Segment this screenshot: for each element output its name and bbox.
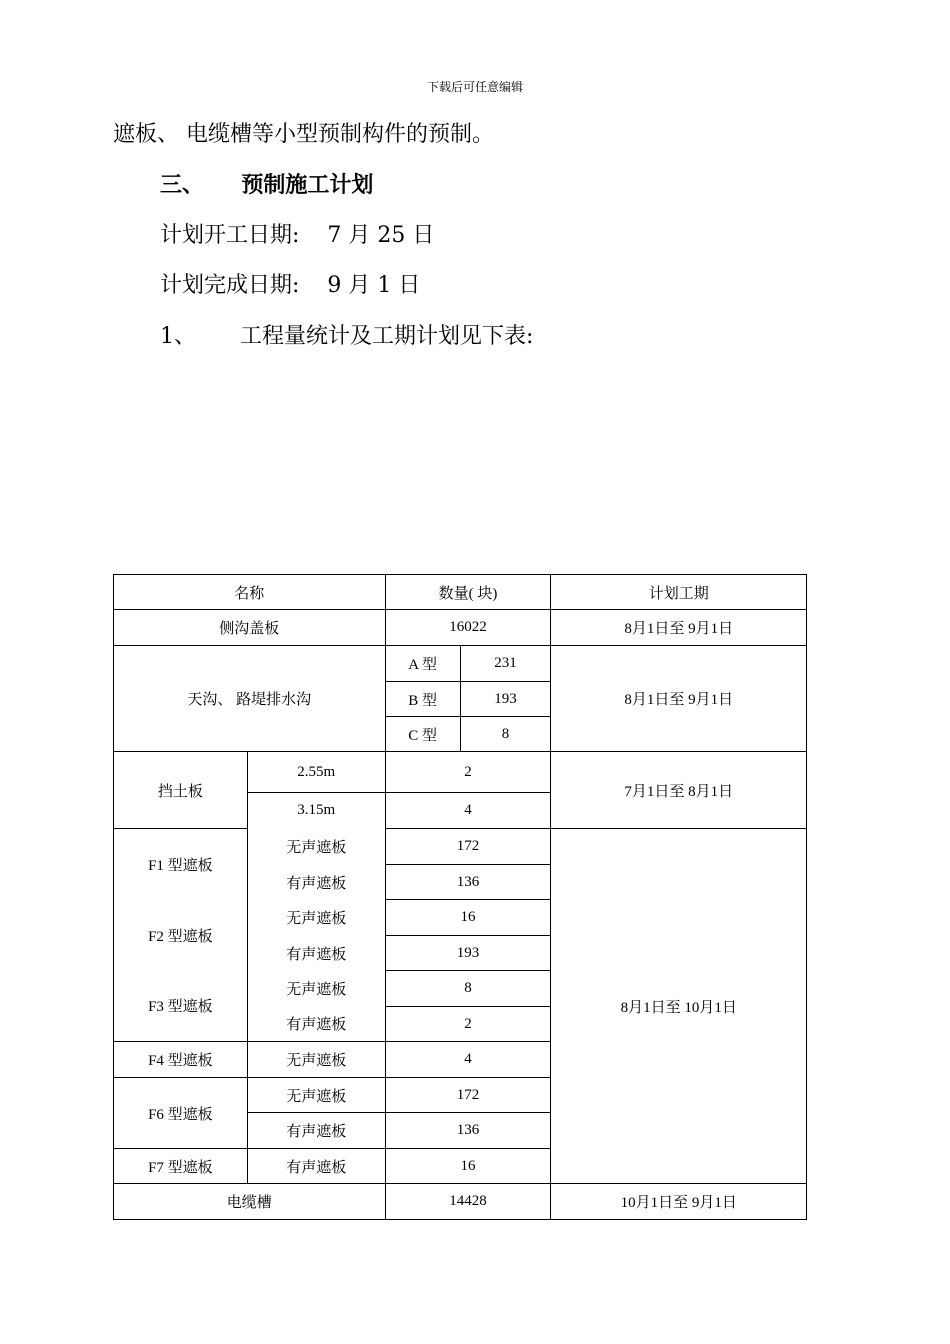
cover-qty: 136 — [385, 865, 551, 900]
f6-name: F6 型遮板 — [114, 1078, 248, 1149]
cover-spec: 有声遮板 — [247, 1113, 385, 1149]
cover-qty: 172 — [385, 1078, 551, 1113]
section-title: 预制施工计划 — [241, 172, 374, 198]
cover-qty: 4 — [385, 1042, 551, 1078]
cover-qty: 172 — [385, 829, 551, 865]
drain-qty: 8 — [460, 717, 551, 752]
header-name: 名称 — [114, 575, 386, 610]
covers-period: 8月1日至 10月1日 — [551, 829, 807, 1184]
cable-qty: 14428 — [385, 1184, 551, 1220]
paragraph-intro: 遮板、 电缆槽等小型预制构件的预制。 — [113, 122, 494, 147]
header-quantity: 数量( 块) — [385, 575, 551, 610]
retaining-spec: 2.55m — [247, 752, 385, 793]
ditch-cover-qty: 16022 — [385, 610, 551, 646]
table-row — [114, 1184, 807, 1220]
cover-spec: 无声遮板 — [247, 900, 385, 936]
start-date-value: 7 月 25 日 — [327, 223, 435, 248]
section-heading — [160, 168, 373, 199]
drain-type: A 型 — [385, 646, 460, 682]
cover-spec: 有声遮板 — [247, 936, 385, 971]
cover-qty: 136 — [385, 1113, 551, 1149]
cover-qty: 16 — [385, 900, 551, 936]
item-number: 1、 — [160, 324, 196, 349]
drain-name: 天沟、 路堤排水沟 — [114, 646, 386, 752]
page-header: 下载后可任意编辑 — [426, 80, 523, 94]
drain-type: C 型 — [385, 717, 460, 752]
cover-qty: 8 — [385, 971, 551, 1007]
cover-spec: 无声遮板 — [247, 829, 385, 865]
cover-qty: 2 — [385, 1007, 551, 1042]
f3-name: F3 型遮板 — [114, 971, 248, 1042]
drain-period: 8月1日至 9月1日 — [551, 646, 807, 752]
section-number: 三、 — [160, 172, 205, 198]
cover-qty: 16 — [385, 1149, 551, 1184]
header-period: 计划工期 — [551, 575, 807, 610]
cover-spec: 有声遮板 — [247, 1007, 385, 1042]
table-row — [114, 752, 807, 793]
f4-name: F4 型遮板 — [114, 1042, 248, 1078]
end-date-line — [160, 268, 420, 299]
cover-spec: 无声遮板 — [247, 971, 385, 1007]
cover-qty: 193 — [385, 936, 551, 971]
ditch-cover-period: 8月1日至 9月1日 — [551, 610, 807, 646]
item-text: 工程量统计及工期计划见下表: — [240, 324, 534, 349]
end-date-value: 9 月 1 日 — [327, 273, 421, 298]
table-header-row — [114, 575, 807, 610]
retaining-name: 挡土板 — [114, 752, 248, 829]
drain-qty: 231 — [460, 646, 551, 682]
cover-spec: 有声遮板 — [247, 1149, 385, 1184]
retaining-qty: 4 — [385, 793, 551, 829]
schedule-table — [113, 574, 807, 1220]
cover-spec: 有声遮板 — [247, 865, 385, 900]
start-date-line — [160, 218, 434, 249]
cover-spec: 无声遮板 — [247, 1078, 385, 1113]
start-date-label: 计划开工日期: — [160, 223, 300, 248]
cable-name: 电缆槽 — [114, 1184, 386, 1220]
f1-name: F1 型遮板 — [114, 829, 248, 900]
item-line — [160, 319, 533, 350]
end-date-label: 计划完成日期: — [160, 273, 300, 298]
retaining-period: 7月1日至 8月1日 — [551, 752, 807, 829]
f2-name: F2 型遮板 — [114, 900, 248, 971]
table-row — [114, 610, 807, 646]
retaining-qty: 2 — [385, 752, 551, 793]
drain-qty: 193 — [460, 682, 551, 717]
cover-spec: 无声遮板 — [247, 1042, 385, 1078]
retaining-spec: 3.15m — [247, 793, 385, 829]
table-row — [114, 646, 807, 682]
table-row — [114, 829, 807, 865]
ditch-cover-name: 侧沟盖板 — [114, 610, 386, 646]
cable-period: 10月1日至 9月1日 — [551, 1184, 807, 1220]
drain-type: B 型 — [385, 682, 460, 717]
f7-name: F7 型遮板 — [114, 1149, 248, 1184]
